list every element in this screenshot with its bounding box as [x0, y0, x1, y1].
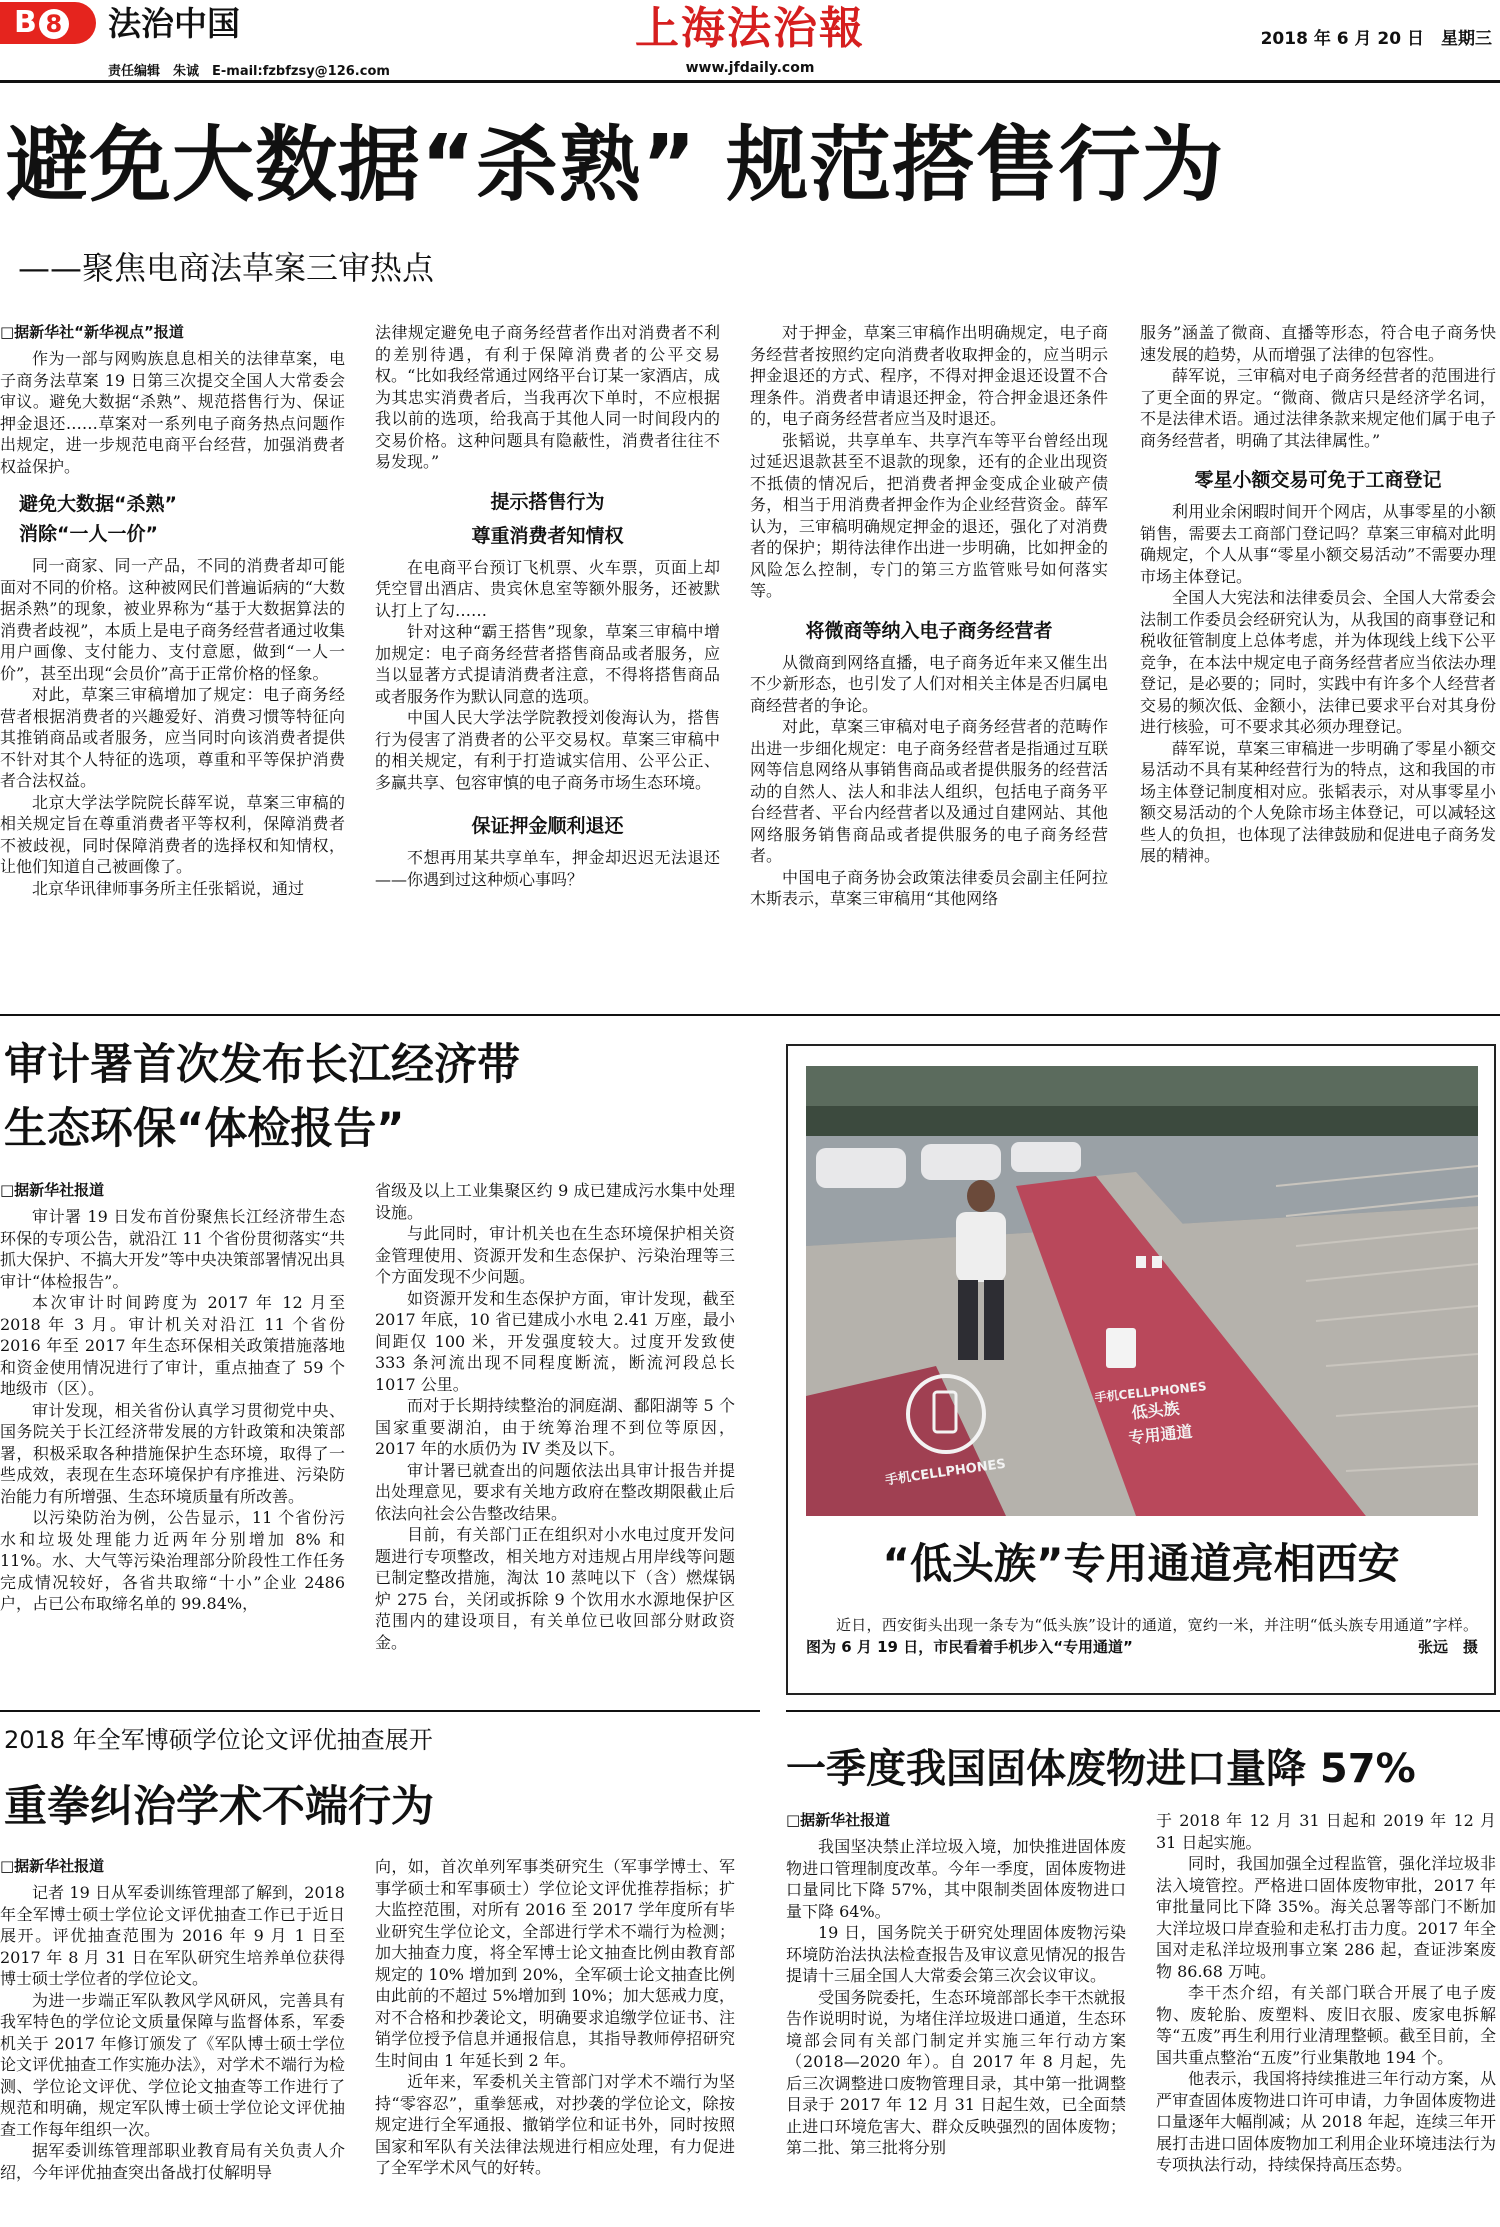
military-source: □据新华社报道	[0, 1857, 105, 1875]
paragraph: 我国坚决禁止洋垃圾入境，加快推进固体废物进口管理制度改革。今年一季度，固体废物进口量同比下降 57%，其中限制类固体废物进口量下降 64%。	[786, 1837, 1126, 1921]
audit-column-2	[375, 1180, 735, 1653]
news-photo	[806, 1066, 1478, 1516]
photo-title: “低头族”专用通道亮相西安	[882, 1539, 1400, 1588]
photo-caption-bold: 图为 6 月 19 日，市民看着手机步入“专用通道”	[806, 1638, 1133, 1656]
military-kicker: 2018 年全军博硕学位论文评优抽查展开	[4, 1726, 433, 1754]
paragraph: 北京华讯律师事务所主任张韬说，通过	[32, 878, 305, 898]
lead-column-3	[750, 322, 1108, 910]
subheading: 避免大数据“杀熟”	[19, 493, 177, 515]
paragraph: 他表示，我国将持续推进三年行动方案，从严审查固体废物进口许可申请，力争固体废物进口量逐年大幅削减；从 2018 年起，连续三年开展打击进口固体废物加工利用企业环境违法行为专项执法行动，持续保持高压态势。	[1156, 2069, 1496, 2174]
paragraph: 中国人民大学法学院教授刘俊海认为，搭售行为侵害了消费者的公平交易权。草案三审稿中的相关规定，有利于打造诚实信用、公平公正、多赢共享、包容审慎的电子商务市场生态环境。	[375, 708, 720, 792]
waste-source: □据新华社报道	[786, 1811, 891, 1829]
subheading: 零星小额交易可免于工商登记	[1194, 469, 1442, 491]
lane-sign-text: 低头族	[1130, 1398, 1181, 1423]
paragraph: 对此，草案三审稿对电子商务经营者的范畴作出进一步细化规定：电子商务经营者是指通过互联网等信息网络从事销售商品或者提供服务的经营活动的自然人、法人和非法人组织，包括电子商务平台经营者、平台内经营者以及通过自建网站、其他网络服务销售商品或者提供服务的电子商务经营者。	[750, 717, 1108, 865]
paragraph: 与此同时，审计机关也在生态环境保护相关资金管理使用、资源开发和生态保护、污染治理等三个方面发现不少问题。	[375, 1224, 735, 1286]
paragraph: 在电商平台预订飞机票、火车票，页面上却凭空冒出酒店、贵宾休息室等额外服务，还被默认打上了勾……	[375, 557, 720, 620]
photo-credit: 张远 摄	[1417, 1638, 1478, 1656]
paragraph: 以污染防治为例，公告显示，11 个省份污水和垃圾处理能力近两年分别增加 8% 和 11%。水、大气等污染治理部分阶段性工作任务完成情况较好，各省共取缔“十小”企业 2486 户，占已公布取缔名单的 99.84%，	[0, 1508, 345, 1613]
paragraph: 向，如，首次单列军事类研究生（军事学博士、军事学硕士和军事硕士）学位论文评优推荐指标；扩大监控范围，对所有 2016 至 2017 学年度所有毕业研究生学位论文，全部进行学术不端行为检测；加大抽查力度，将全军博士论文抽查比例由教育部规定的 10% 增加到 20%，全军硕士论文抽查比例由此前的不超过 5%增加到 10%；加大惩戒力度，对不合格和抄袭论文，明确要求追缴学位证书、注销学位授予信息并通报信息，其指导教师停招研究生时间由 1 年延长到 2 年。	[375, 1857, 735, 2070]
lane-sign-text: 专用通道	[1127, 1421, 1194, 1448]
website-link[interactable]: www.jfdaily.com	[685, 60, 815, 76]
audit-column-1	[0, 1180, 345, 1615]
paragraph: 记者 19 日从军委训练管理部了解到，2018 年全军博士硕士学位论文评优抽查工作已于近日展开。评优抽查范围为 2016 年 9 月 1 日至 2017 年 8 月 31 日在军队研究生培养单位获得博士硕士学位者的学位论文。	[0, 1883, 345, 1988]
section-divider	[786, 1710, 1500, 1712]
header-rule	[0, 80, 1500, 83]
photo-feature-box	[786, 1044, 1496, 1695]
paragraph: 法律规定避免电子商务经营者作出对消费者不利的差别待遇，有利于保障消费者的公平交易权。“比如我经常通过网络平台订某一家酒店，成为其忠实消费者后，当我再次下单时，不应根据我以前的选项，给我高于其他人同一时间段内的交易价格。这种问题具有隐蔽性，消费者往往不易发现。”	[375, 323, 720, 471]
lane-sign-text: 手机CELLPHONES	[1094, 1379, 1208, 1405]
paragraph: 于 2018 年 12 月 31 日起和 2019 年 12 月 31 日起实施。	[1156, 1811, 1496, 1852]
waste-headline: 一季度我国固体废物进口量降 57%	[786, 1746, 1416, 1792]
paragraph: 薛军说，草案三审稿进一步明确了零星小额交易活动不具有某种经营行为的特点，这和我国的市场主体登记制度相对应。张韬表示，对从事零星小额交易活动的个人免除市场主体登记，可以减轻这些人的负担，也体现了法律鼓励和促进电子商务发展的精神。	[1140, 738, 1496, 865]
paragraph: 从微商到网络直播，电子商务近年来又催生出不少新形态，也引发了人们对相关主体是否归属电商经营者的争论。	[750, 652, 1108, 715]
lead-subheadline: ——聚焦电商法草案三审热点	[18, 249, 435, 287]
paragraph: 张韬说，共享单车、共享汽车等平台曾经出现过延迟退款甚至不退款的现象，还有的企业出现资不抵债的情况后，把消费者押金变成企业破产债务，相当于用消费者押金作为企业经营资金。薛军认为，三审稿明确规定押金的退还，强化了对消费者的保护；期待法律作出进一步明确，比如押金的风险怎么控制，专门的第三方监管账号如何落实等。	[750, 430, 1108, 600]
page-number-badge: B 8	[0, 2, 96, 44]
paragraph: 服务”涵盖了微商、直播等形态，符合电子商务快速发展的趋势，从而增强了法律的包容性。	[1140, 323, 1496, 364]
paragraph: 不想再用某共享单车，押金却迟迟无法退还——你遇到过这种烦心事吗？	[375, 848, 720, 889]
paragraph: 本次审计时间跨度为 2017 年 12 月至 2018 年 3 月。审计机关对沿江 11 个省份 2016 年至 2017 年生态环保相关政策措施落地和资金使用情况进行了审计，重点抽查了 59 个地级市（区）。	[0, 1293, 345, 1398]
paragraph: 为进一步端正军队教风学风研风，完善具有我军特色的学位论文质量保障与监督体系，军委机关于 2017 年修订颁发了《军队博士硕士学位论文评优抽查工作实施办法》，对学术不端行为检测、学位论文评优、学位论文抽查等工作进行了规范和明确，规定军队博士硕士学位论文评优抽查工作每年组织一次。	[0, 1990, 345, 2139]
paragraph: 省级及以上工业集聚区约 9 成已建成污水集中处理设施。	[375, 1181, 735, 1222]
audit-headline-line-1: 审计署首次发布长江经济带	[4, 1040, 520, 1090]
lead-source: □据新华社“新华视点”报道	[0, 323, 184, 341]
editor-line: 责任编辑 朱诚 E-mail:fzbfzsy@126.com	[108, 64, 390, 79]
lead-column-2	[375, 322, 720, 890]
paragraph: 19 日，国务院关于研究处理固体废物污染环境防治法执法检查报告及审议意见情况的报告提请十三届全国人大常委会第三次会议审议。	[786, 1923, 1126, 1985]
paragraph: 审计署 19 日发布首份聚焦长江经济带生态环保的专项公告，就沿江 11 个省份贯彻落实“共抓大保护、不搞大开发”等中央决策部署情况出具审计“体检报告”。	[0, 1207, 345, 1291]
paragraph: 对于押金，草案三审稿作出明确规定，电子商务经营者按照约定向消费者收取押金的，应当明示押金退还的方式、程序，不得对押金退还设置不合理条件。消费者申请退还押金，符合押金退还条件的，电子商务经营者应当及时退还。	[750, 323, 1108, 428]
paragraph: 全国人大宪法和法律委员会、全国人大常委会法制工作委员会经研究认为，从我国的商事登记和税收征管制度上总体考虑，并为体现线上线下公平竞争，在本法中规定电子商务经营者应当依法办理登记，是必要的；同时，实践中有许多个人经营者交易的频次低、金额小，法律已要求平台对其身份进行核验，可不要求其必须办理登记。	[1140, 588, 1496, 736]
audit-source: □据新华社报道	[0, 1181, 105, 1199]
paragraph: 中国电子商务协会政策法律委员会副主任阿拉木斯表示，草案三审稿用“其他网络	[750, 867, 1108, 908]
lead-headline: 避免大数据“杀熟” 规范搭售行为	[6, 118, 1225, 213]
paragraph: 如资源开发和生态保护方面，审计发现，截至 2017 年底，10 省已建成小水电 2.41 万座，最小间距仅 100 米，开发强度较大。过度开发致使 333 条河流出现不同程度断流，断流河段总长 1017 公里。	[375, 1288, 735, 1394]
photo-caption: 近日，西安街头出现一条专为“低头族”设计的通道，宽约一米，并注明“低头族专用通道”字样。图为 6 月 19 日，市民看着手机步入“专用通道” 张远 摄	[806, 1616, 1478, 1656]
subheading: 保证押金顺利退还	[471, 815, 624, 837]
subheading: 尊重消费者知情权	[471, 524, 624, 547]
paragraph: 受国务院委托，生态环境部部长李干杰就报告作说明时说，为堵住洋垃圾进口通道，生态环境部会同有关部门制定并实施三年行动方案（2018—2020 年）。自 2017 年 8 月起，先后三次调整进口废物管理目录，其中第一批调整目录于 2017 年 12 月 31 日起生效，已全面禁止进口环境危害大、群众反映强烈的固体废物；第二批、第三批将分别	[786, 1987, 1126, 2157]
paragraph: 李干杰介绍，有关部门联合开展了电子废物、废轮胎、废塑料、废旧衣服、废家电拆解等“五废”再生利用行业清理整顿。截至目前，全国共重点整治“五废”行业集散地 194 个。	[1156, 1983, 1496, 2067]
subheading: 将微商等纳入电子商务经营者	[805, 619, 1053, 642]
paragraph: 据军委训练管理部职业教育局有关负责人介绍，今年评优抽查突出备战打仗解明导	[0, 2141, 345, 2182]
lead-column-4	[1140, 322, 1496, 867]
subheading: 消除“一人一价”	[19, 523, 158, 545]
paragraph: 同时，我国加强全过程监管，强化洋垃圾非法入境管控。严格进口固体废物审批，2017 年审批量同比下降 35%。海关总署等部门不断加大洋垃圾口岸查验和走私打击力度。2017 年全国对走私洋垃圾刑事立案 286 起，查证涉案废物 86.68 万吨。	[1156, 1854, 1496, 1981]
paragraph: 而对于长期持续整治的洞庭湖、鄱阳湖等 5 个国家重要湖泊，由于统筹治理不到位等原因，2017 年的水质仍为 IV 类及以下。	[375, 1396, 735, 1458]
paragraph: 审计署已就查出的问题依法出具审计报告并提出处理意见，要求有关地方政府在整改期限截止后依法向社会公告整改结果。	[375, 1460, 735, 1523]
paragraph: 对此，草案三审稿增加了规定：电子商务经营者根据消费者的兴趣爱好、消费习惯等特征向其推销商品或者服务，应当同时向该消费者提供不针对其个人特征的选项，尊重和平等保护消费者合法权益。	[0, 685, 345, 790]
paragraph: 利用业余闲暇时间开个网店，从事零星的小额销售，需要去工商部门登记吗？草案三审稿对此明确规定，个人从事“零星小额交易活动”不需要办理市场主体登记。	[1140, 502, 1496, 586]
military-column-2	[375, 1856, 735, 2179]
subheading: 提示搭售行为	[490, 490, 605, 513]
paragraph: 近年来，军委机关主管部门对学术不端行为坚持“零容忍”，重拳惩戒，对抄袭的学位论文，除按规定进行全军通报、撤销学位和证书外，同时按照国家和军队有关法律法规进行相应处理，有力促进了全军学术风气的好转。	[375, 2072, 735, 2177]
lead-column-1	[0, 322, 345, 899]
military-column-1	[0, 1856, 345, 2183]
lane-sign-text: 手机CELLPHONES	[884, 1456, 1007, 1489]
military-headline: 重拳纠治学术不端行为	[4, 1782, 434, 1832]
paragraph: 目前，有关部门正在组织对小水电过度开发问题进行专项整改，相关地方对违规占用岸线等问题已制定整改措施，淘汰 10 蒸吨以下（含）燃煤锅炉 275 台，关闭或拆除 9 个饮用水水源地保护区范围内的建设项目，有关单位已收回部分财政资金。	[375, 1525, 735, 1652]
section-title: 法治中国	[108, 4, 240, 43]
paragraph: 审计发现，相关省份认真学习贯彻党中央、国务院关于长江经济带发展的方针政策和决策部署，积极采取各种措施保护生态环境，取得了一些成效，表现在生态环境保护有序推进、污染防治能力有所增强、生态环境质量有所改善。	[0, 1400, 345, 1506]
section-divider	[0, 1710, 760, 1712]
section-divider	[0, 1014, 1500, 1016]
audit-headline-line-2: 生态环保“体检报告”	[4, 1104, 405, 1154]
paragraph: 同一商家、同一产品，不同的消费者却可能面对不同的价格。这种被网民们普遍诟病的“大数据杀熟”的现象，被业界称为“基于大数据算法的消费者歧视”，本质上是电子商务经营者通过收集用户画像、支付能力、支付意愿，做到“一人一价”，甚至出现“会员价”高于正常价格的怪象。	[0, 556, 345, 683]
newspaper-masthead: 上海法治報	[635, 3, 865, 54]
waste-column-1	[786, 1810, 1126, 2159]
street-photo-illustration	[806, 1066, 1478, 1516]
paragraph: 薛军说，三审稿对电子商务经营者的范围进行了更全面的界定。“微商、微店只是经济学名词，不是法律术语。通过法律条款来规定他们属于电子商务经营者，明确了其法律属性。”	[1140, 366, 1496, 450]
paragraph: 作为一部与网购族息息相关的法律草案，电子商务法草案 19 日第三次提交全国人大常委会审议。避免大数据“杀熟”、规范搭售行为、保证押金退还……草案对一系列电子商务热点问题作出规定，进一步规范电商平台经营，加强消费者权益保护。	[0, 349, 345, 476]
paragraph: 针对这种“霸王搭售”现象，草案三审稿中增加规定：电子商务经营者搭售商品或者服务，应当以显著方式提请消费者注意，不得将搭售商品或者服务作为默认同意的选项。	[375, 622, 720, 706]
issue-date: 2018 年 6 月 20 日 星期三	[1260, 29, 1492, 49]
paragraph: 北京大学法学院院长薛军说，草案三审稿的相关规定旨在尊重消费者平等权利，保障消费者不被歧视，同时保障消费者的选择权和知情权，让他们知道自己被画像了。	[0, 792, 345, 876]
waste-column-2	[1156, 1810, 1496, 2176]
